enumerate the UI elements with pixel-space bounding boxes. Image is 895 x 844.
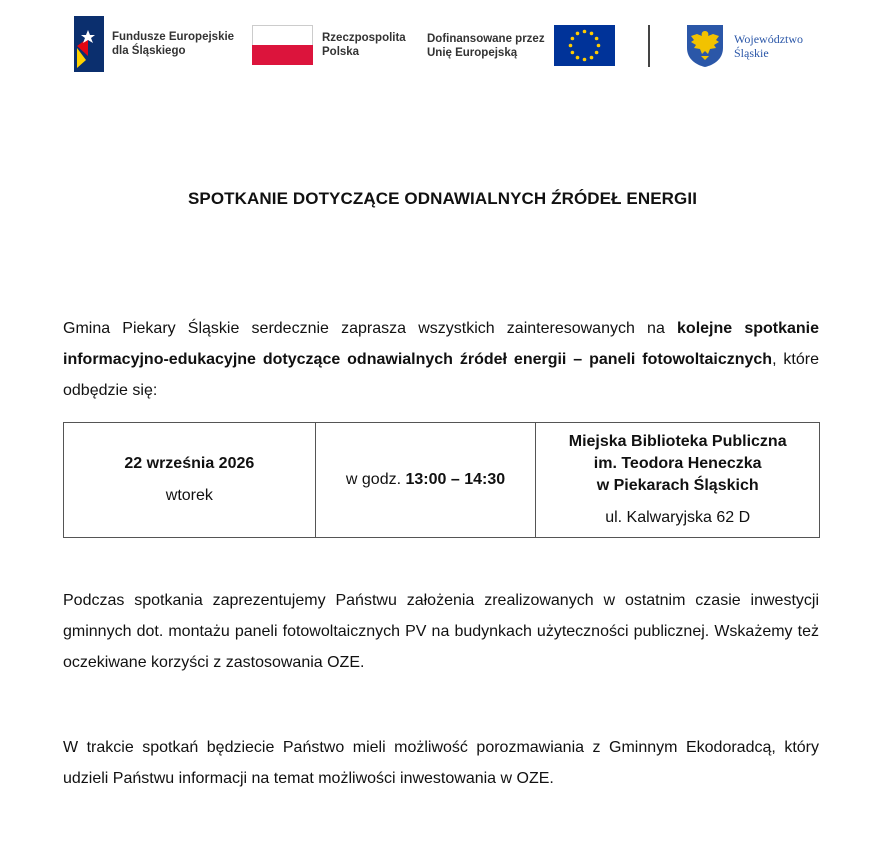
ue-line2: Unię Europejską [427, 46, 518, 59]
intro-text-bold: kolejne spotkanie informacyjno-edukacyjne dotyczące odnawialnych źródeł energii – paneli fotowoltaicznych [63, 320, 820, 368]
venue-name-line2: im. Teodora Heneczka [593, 455, 762, 472]
intro-text-end: , które odbędzie się: [63, 351, 819, 399]
ws-line1: Województwo [734, 32, 804, 46]
event-venue-cell [536, 423, 820, 538]
document-title: SPOTKANIE DOTYCZĄCE ODNAWIALNYCH ŹRÓDEŁ ENERGII [187, 189, 698, 208]
intro-text-start: Gmina Piekary Śląskie serdecznie zaprasza wszystkich zainteresowanych na [63, 320, 678, 337]
rp-line2: Polska [322, 46, 360, 58]
silesian-eagle-crest-icon [686, 24, 724, 68]
ekodoradca-paragraph: W trakcie spotkań będziecie Państwo mieli możliwość porozmawiania z Gminnym Ekodoradcą, który udzieli Państwu informacji na temat możliwości inwestowania w OZE. [63, 739, 819, 787]
fe-line2: dla Śląskiego [112, 45, 186, 57]
logo-bar [0, 0, 895, 85]
venue-name-line1: Miejska Biblioteka Publiczna [568, 433, 787, 450]
venue-name-line3: w Piekarach Śląskich [596, 477, 759, 494]
polish-flag-icon [252, 25, 313, 65]
event-date-cell [64, 423, 316, 538]
fe-line1: Fundusze Europejskie [112, 31, 235, 43]
logo-rzeczpospolita-polska [252, 25, 406, 65]
logo-unia-europejska [427, 25, 615, 66]
eu-flag-icon [554, 25, 615, 66]
event-time: 13:00 – 14:30 [405, 471, 506, 488]
ue-line1: Dofinansowane przez [427, 32, 545, 45]
presentation-paragraph: Podczas spotkania zaprezentujemy Państwu założenia zrealizowanych w ostatnim czasie inwestycji gminnych dot. montażu paneli fotowoltaicznych PV na budynkach użyteczności publicznej. Wskażemy też oczekiwane korzyści z zastosowania OZE. [63, 592, 819, 671]
ws-line2: Śląskie [734, 46, 769, 60]
fundusze-europejskie-emblem-icon [74, 16, 104, 72]
rp-line1: Rzeczpospolita [322, 32, 406, 44]
logo-wojewodztwo-slaskie [686, 24, 803, 68]
event-time-prefix: w godz. [345, 471, 406, 488]
logo-divider [648, 25, 650, 67]
event-time-cell [315, 423, 536, 538]
event-weekday: wtorek [165, 487, 213, 504]
intro-paragraph [63, 313, 819, 406]
venue-address: ul. Kalwaryjska 62 D [605, 509, 751, 526]
logo-fundusze-europejskie [74, 16, 234, 72]
event-details-table [63, 422, 820, 538]
event-date: 22 września 2026 [124, 455, 255, 472]
event-details-row [64, 423, 820, 538]
